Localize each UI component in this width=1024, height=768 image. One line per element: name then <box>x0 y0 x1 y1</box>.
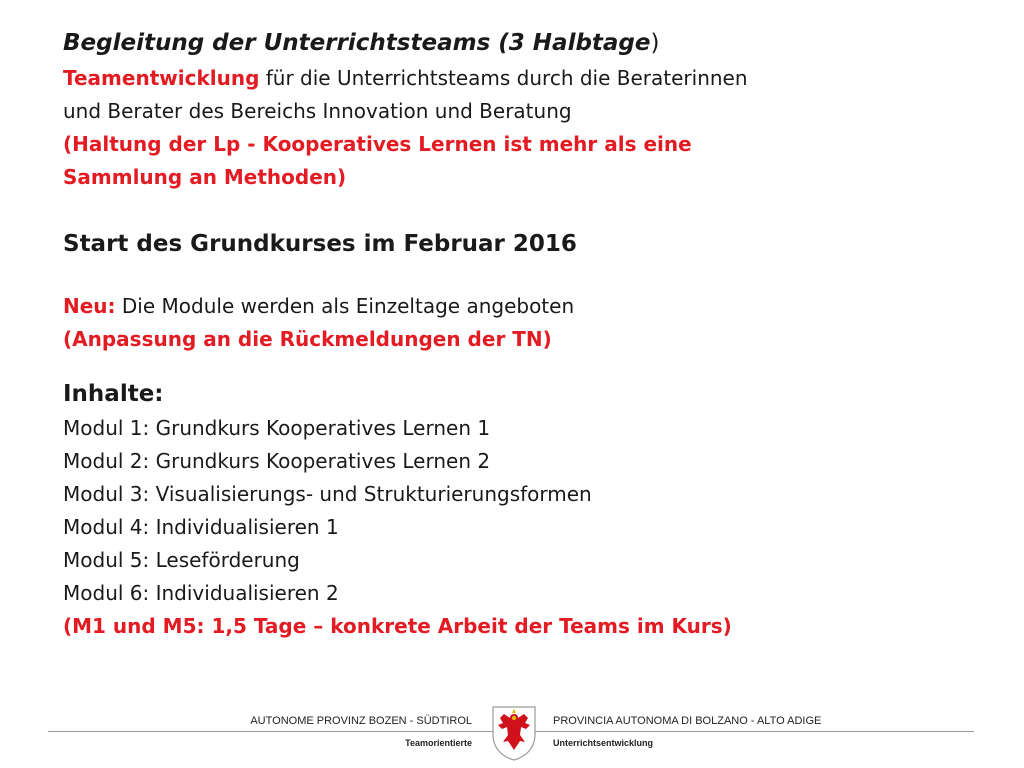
intro-highlight: Teamentwicklung <box>63 66 260 90</box>
slide-title-text: Begleitung der Unterrichtsteams (3 Halbtage <box>63 30 651 56</box>
list-item: Modul 2: Grundkurs Kooperatives Lernen 2 <box>63 449 491 473</box>
news-label: Neu: <box>63 294 116 318</box>
list-item: Modul 6: Individualisieren 2 <box>63 581 339 605</box>
slide-content <box>63 24 983 643</box>
contents-heading: Inhalte: <box>63 381 164 407</box>
footer-province-italian: PROVINCIA AUTONOMA DI BOLZANO - ALTO ADIGE <box>553 715 822 727</box>
news-text: Die Module werden als Einzeltage angeboten <box>115 294 575 318</box>
list-item: Modul 5: Leseförderung <box>63 548 300 572</box>
module-list <box>63 412 983 610</box>
eagle-crest-icon <box>490 704 538 762</box>
news-note: (Anpassung an die Rückmeldungen der TN) <box>63 327 552 351</box>
spacer <box>63 262 983 290</box>
list-item: Modul 3: Visualisierungs- und Strukturierungsformen <box>63 482 592 506</box>
slide-title-close-paren: ) <box>650 30 660 56</box>
start-heading: Start des Grundkurses im Februar 2016 <box>63 231 577 257</box>
footer-subtitle-left: Teamorientierte <box>405 738 472 748</box>
footer-subtitle-right: Unterrichtsentwicklung <box>553 738 654 748</box>
spacer <box>63 356 983 376</box>
intro-line-1 <box>63 62 983 95</box>
spacer <box>63 194 983 226</box>
slide-title <box>63 24 983 62</box>
footer-province-german: AUTONOME PROVINZ BOZEN - SÜDTIROL <box>250 715 472 727</box>
intro-note-line-2: Sammlung an Methoden) <box>63 165 347 189</box>
intro-line-1-rest: für die Unterrichtsteams durch die Beraterinnen <box>259 66 748 90</box>
intro-note-line-1: (Haltung der Lp - Kooperatives Lernen ist mehr als eine <box>63 132 692 156</box>
footer <box>0 700 1024 768</box>
list-item: Modul 1: Grundkurs Kooperatives Lernen 1 <box>63 416 491 440</box>
contents-note: (M1 und M5: 1,5 Tage – konkrete Arbeit der Teams im Kurs) <box>63 614 732 638</box>
news-line <box>63 290 983 323</box>
list-item: Modul 4: Individualisieren 1 <box>63 515 339 539</box>
intro-line-2: und Berater des Bereichs Innovation und Beratung <box>63 99 572 123</box>
